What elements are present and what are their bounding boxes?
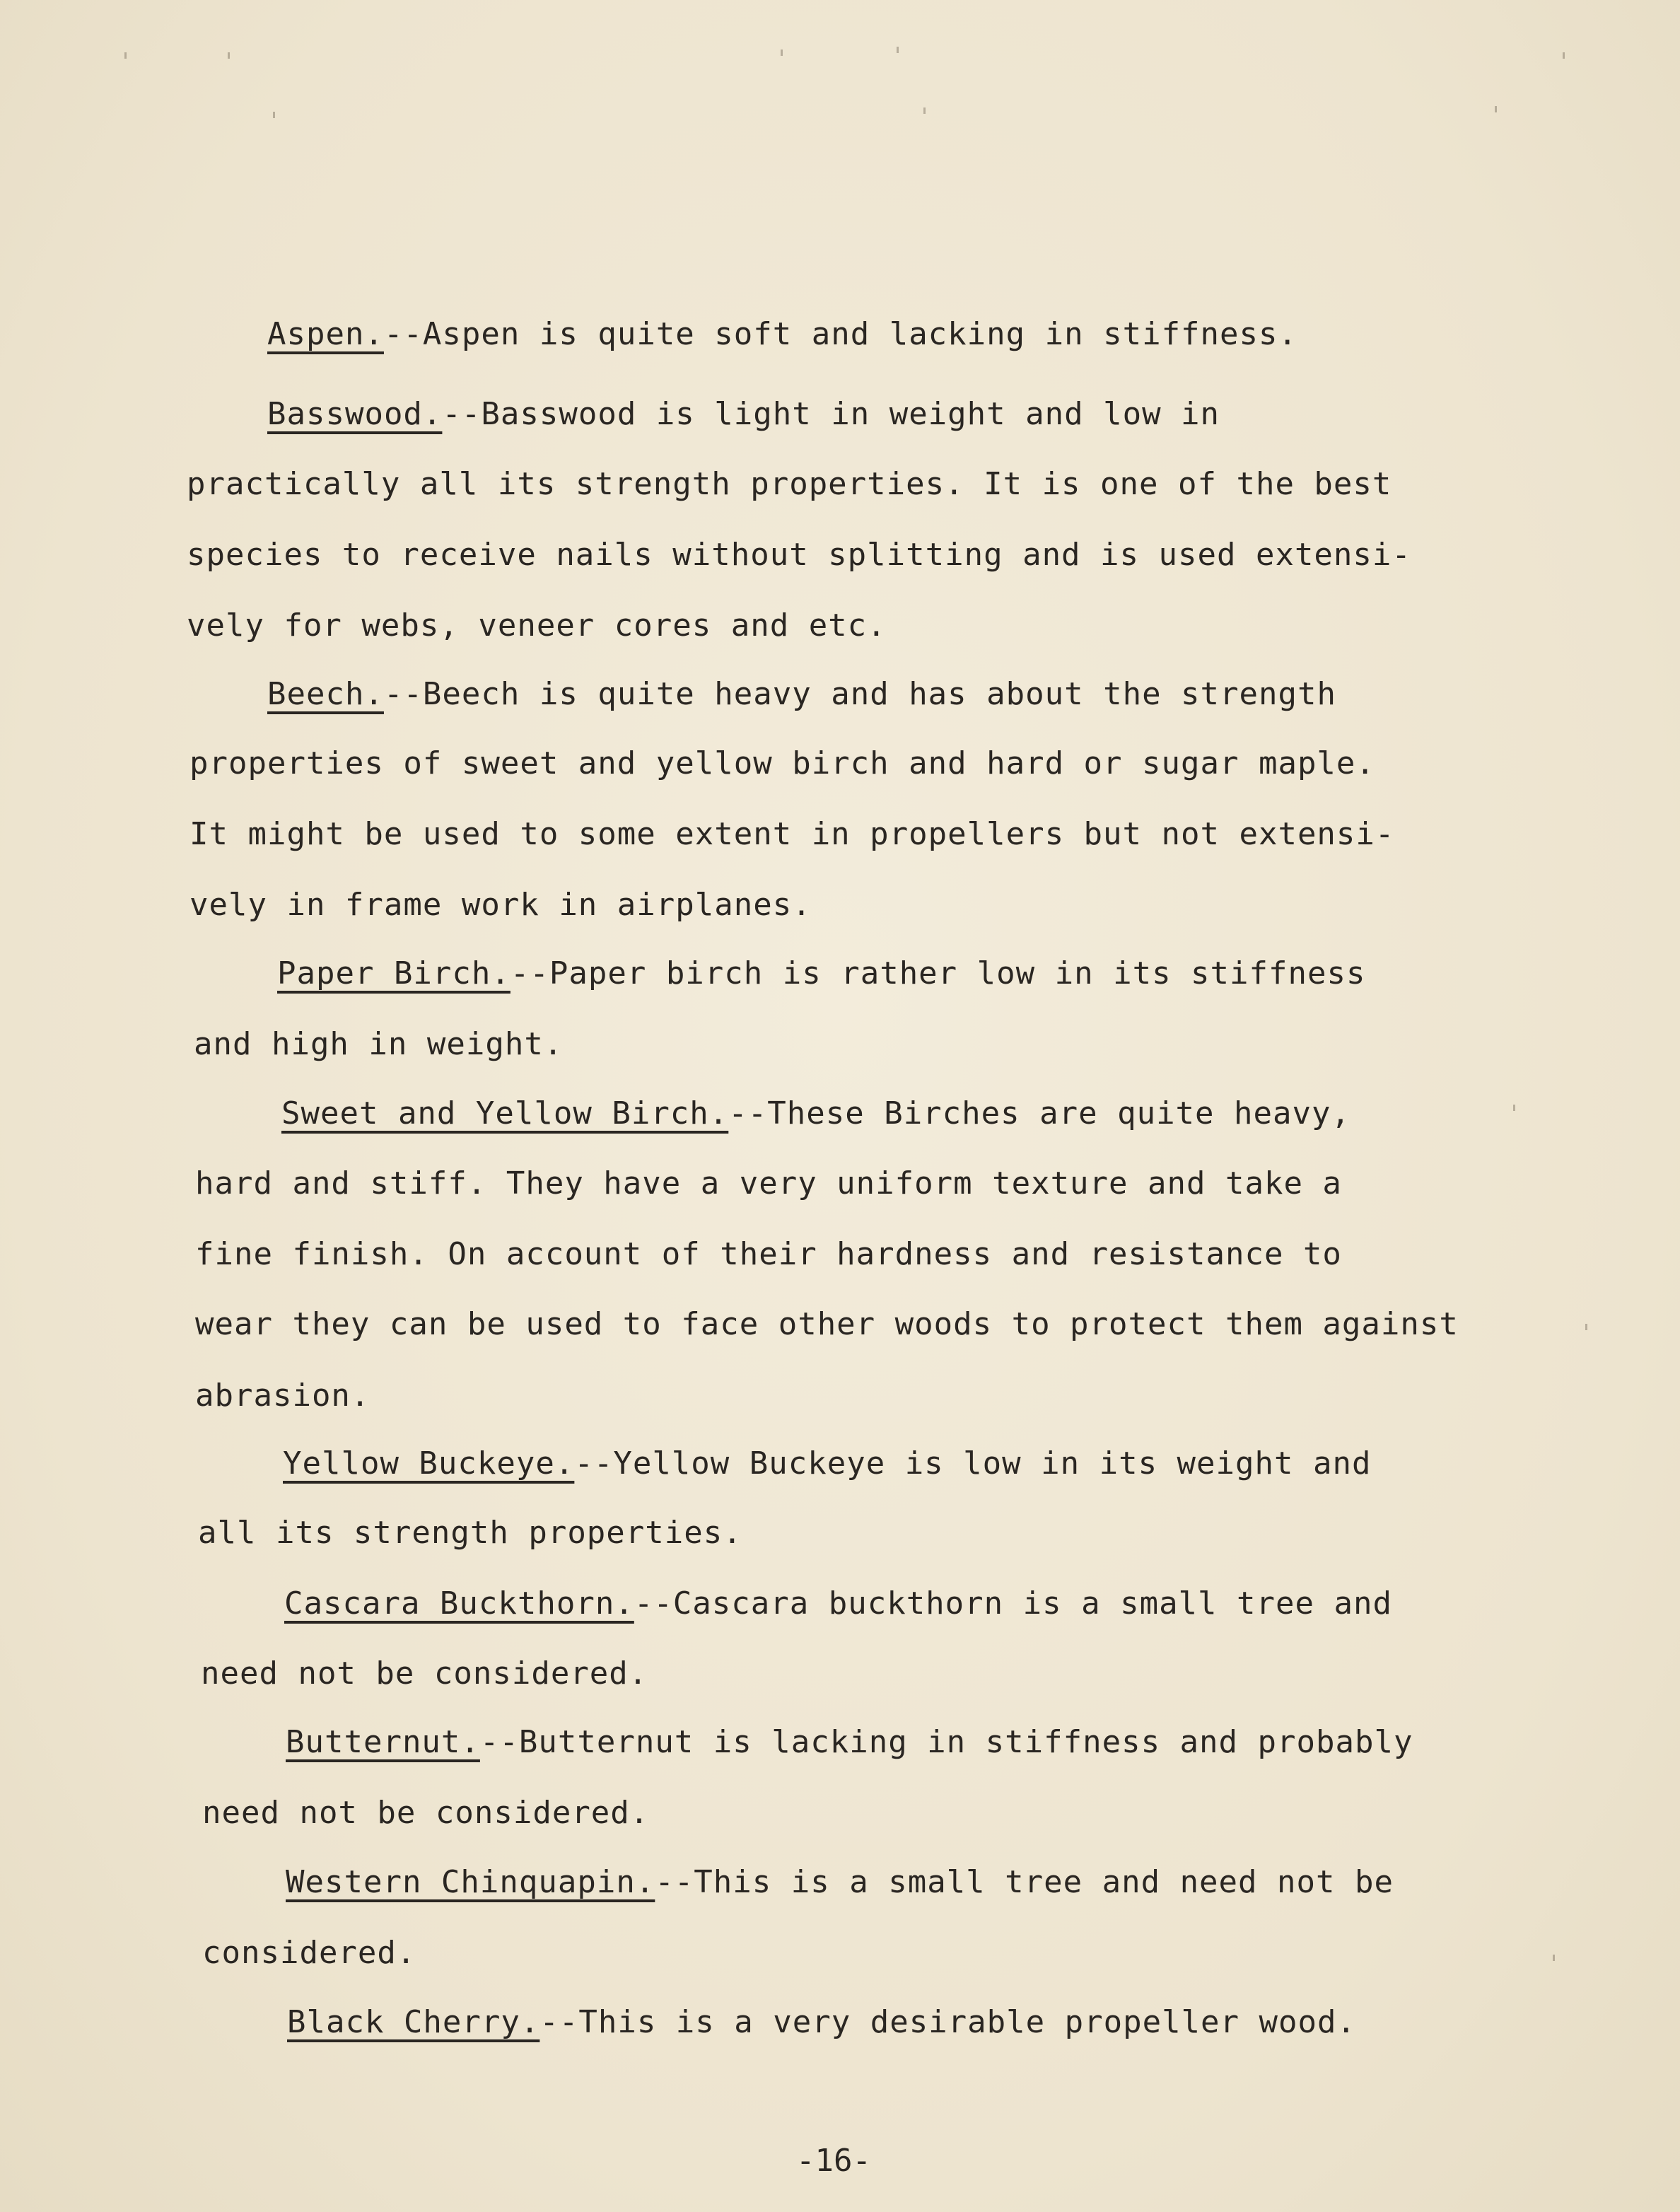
heading-basswood: Basswood.: [267, 396, 443, 432]
heading-sweet-yellow-birch: Sweet and Yellow Birch.: [281, 1095, 729, 1131]
paragraph-black-cherry: [287, 2001, 1356, 2044]
paragraph-basswood: [267, 393, 1220, 436]
heading-beech: Beech.: [267, 676, 384, 712]
paper-speck: [273, 112, 275, 118]
text-line: vely for webs, veneer cores and etc.: [187, 607, 887, 644]
heading-aspen: Aspen.: [267, 316, 384, 352]
paper-speck: [1513, 1105, 1515, 1111]
text-line: --Cascara buckthorn is a small tree and: [634, 1585, 1392, 1622]
paragraph-cascara-buckthorn: [284, 1583, 1392, 1625]
paragraph-western-chinquapin: [286, 1861, 1394, 1904]
paragraph-butternut: [286, 1721, 1413, 1764]
paragraph-sweet-yellow-birch: [281, 1093, 1351, 1135]
text-line: --Beech is quite heavy and has about the strength: [383, 676, 1336, 712]
heading-butternut: Butternut.: [286, 1724, 480, 1760]
text-line: need not be considered.: [201, 1655, 648, 1692]
text-line: --This is a small tree and need not be: [655, 1864, 1394, 1900]
text-line: all its strength properties.: [198, 1515, 742, 1551]
text-line: It might be used to some extent in propellers but not extensi-: [189, 816, 1395, 852]
text-line: --Butternut is lacking in stiffness and probably: [479, 1724, 1413, 1760]
text-line: species to receive nails without splitting and is used extensi-: [187, 537, 1411, 573]
text-line: --These Birches are quite heavy,: [728, 1095, 1351, 1131]
paper-speck: [1585, 1324, 1587, 1330]
paragraph-beech: [267, 673, 1336, 716]
text-line: vely in frame work in airplanes.: [189, 887, 812, 923]
paper-speck: [1553, 1955, 1555, 1961]
text-line: hard and stiff. They have a very uniform texture and take a: [195, 1165, 1342, 1201]
text-line: --This is a very desirable propeller wood.: [539, 2004, 1356, 2040]
heading-yellow-buckeye: Yellow Buckeye.: [283, 1445, 575, 1482]
text-line: --Yellow Buckeye is low in its weight and: [574, 1445, 1372, 1482]
page-number: -16-: [796, 2143, 871, 2179]
text-line: need not be considered.: [202, 1795, 650, 1831]
paper-speck: [781, 50, 783, 56]
paper-speck: [124, 52, 127, 59]
paragraph-paper-birch: [277, 953, 1365, 995]
text-line: wear they can be used to face other woods to protect them against: [195, 1306, 1459, 1342]
paper-speck: [228, 52, 230, 59]
paper-speck: [923, 107, 926, 114]
heading-cascara-buckthorn: Cascara Buckthorn.: [284, 1585, 634, 1622]
paper-speck: [1495, 106, 1497, 112]
heading-western-chinquapin: Western Chinquapin.: [286, 1864, 655, 1900]
heading-black-cherry: Black Cherry.: [287, 2004, 540, 2040]
text-line: abrasion.: [195, 1378, 371, 1414]
text-line: practically all its strength properties. It is one of the best: [187, 466, 1392, 502]
paper-speck: [897, 47, 899, 53]
paragraph-aspen: [267, 313, 1297, 356]
text-line: --Paper birch is rather low in its stiffness: [510, 955, 1366, 991]
text-line: --Basswood is light in weight and low in: [442, 396, 1220, 432]
text-line: and high in weight.: [194, 1026, 564, 1062]
text-line: --Aspen is quite soft and lacking in stiffness.: [383, 316, 1297, 352]
paper-speck: [1563, 52, 1565, 59]
text-line: properties of sweet and yellow birch and hard or sugar maple.: [189, 745, 1375, 781]
paragraph-yellow-buckeye: [283, 1443, 1371, 1485]
text-line: fine finish. On account of their hardness and resistance to: [195, 1236, 1342, 1272]
heading-paper-birch: Paper Birch.: [277, 955, 511, 991]
text-line: considered.: [202, 1935, 416, 1971]
